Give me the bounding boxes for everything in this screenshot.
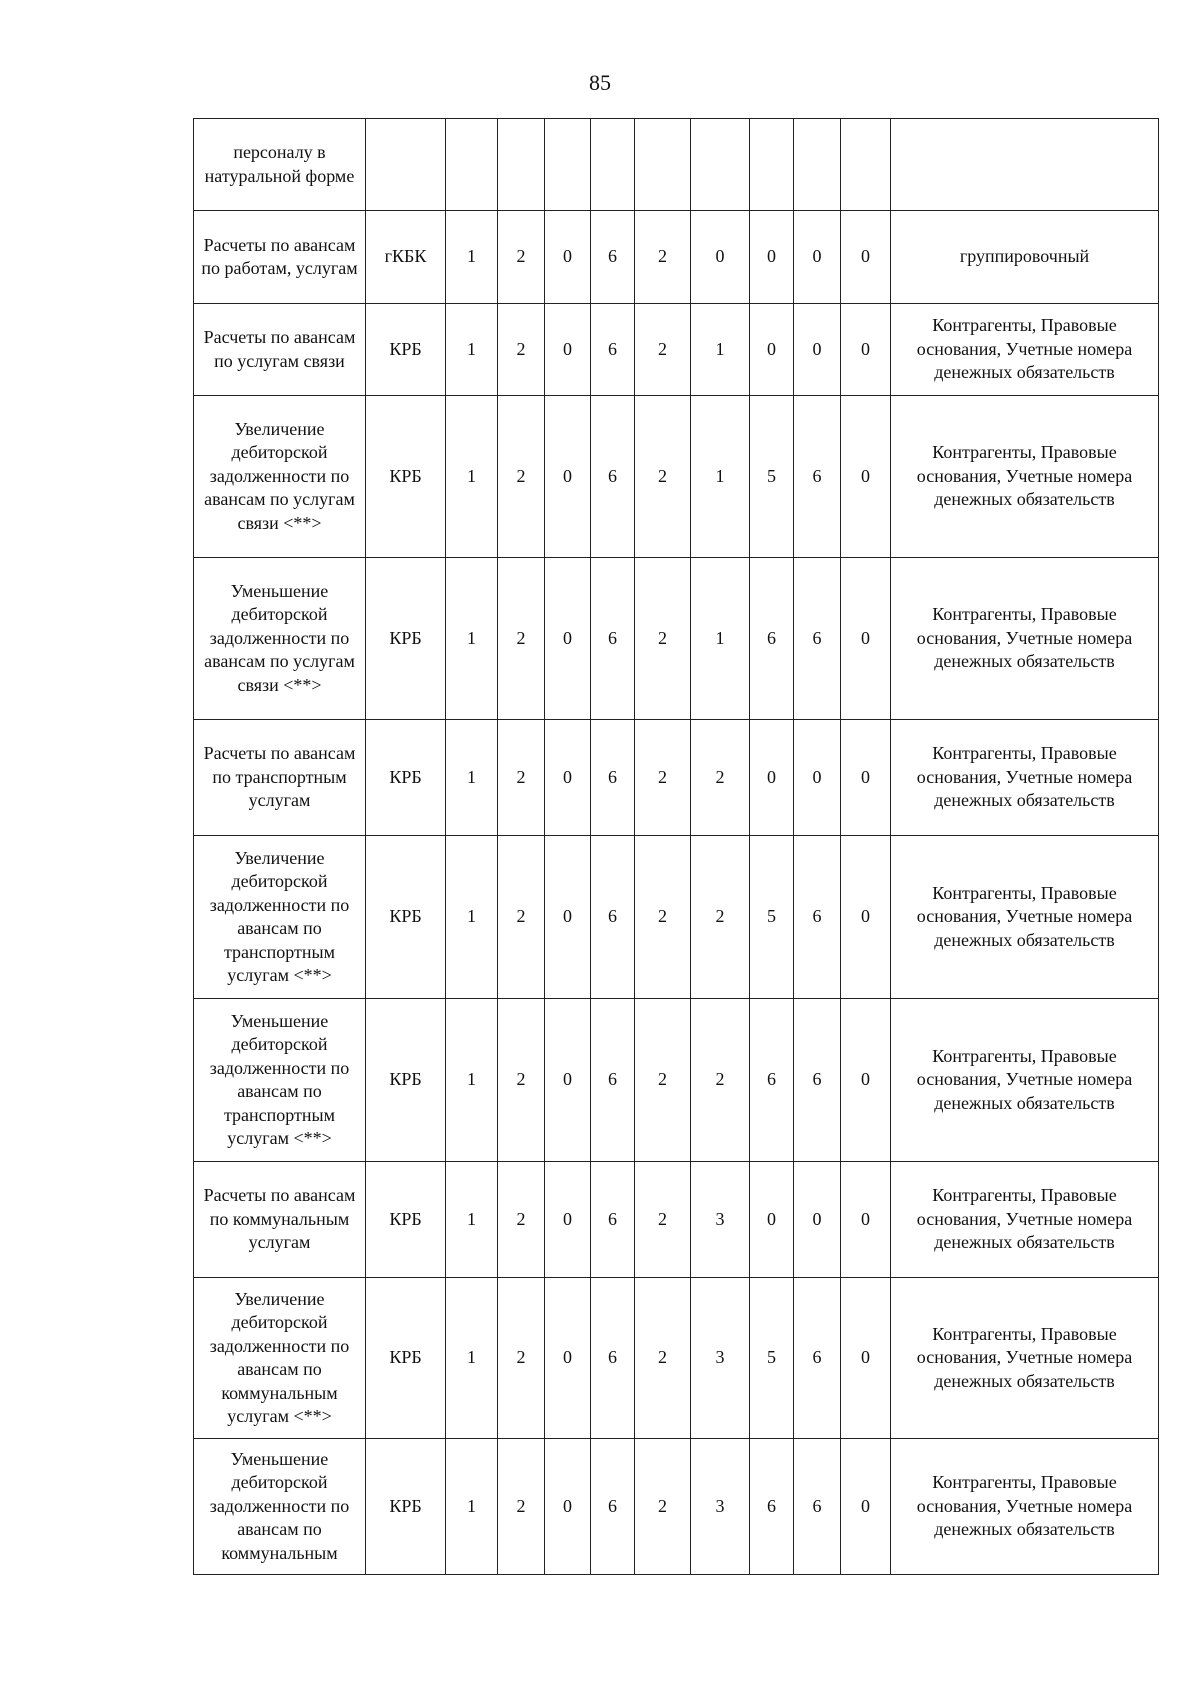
account-name-cell: персоналу в натуральной форме	[194, 119, 366, 211]
digit-cell: 6	[591, 211, 635, 304]
table-row	[194, 396, 1159, 558]
digit-cell: 1	[691, 304, 750, 396]
code-type-cell: КРБ	[366, 558, 446, 720]
digit-cell: 2	[635, 211, 691, 304]
code-type-cell: КРБ	[366, 1439, 446, 1575]
table-row	[194, 1439, 1159, 1575]
digit-cell: 1	[446, 211, 498, 304]
digit-cell: 0	[545, 999, 591, 1162]
digit-cell: 0	[750, 720, 794, 836]
digit-cell: 5	[750, 1278, 794, 1439]
digit-cell: 2	[635, 304, 691, 396]
digit-cell: 2	[635, 1439, 691, 1575]
table-row	[194, 836, 1159, 999]
digit-cell: 0	[545, 558, 591, 720]
digit-cell: 6	[591, 720, 635, 836]
digit-cell: 0	[841, 396, 891, 558]
digit-cell: 3	[691, 1439, 750, 1575]
digit-cell: 1	[446, 558, 498, 720]
table-row	[194, 1278, 1159, 1439]
digit-cell: 2	[635, 558, 691, 720]
digit-cell: 2	[498, 1278, 545, 1439]
code-type-cell: КРБ	[366, 304, 446, 396]
digit-cell: 0	[545, 396, 591, 558]
code-type-cell: КРБ	[366, 396, 446, 558]
digit-cell: 0	[794, 211, 841, 304]
analytics-cell: Контрагенты, Правовые основания, Учетные номера денежных обязательств	[891, 1278, 1159, 1439]
digit-cell: 0	[841, 836, 891, 999]
table-row	[194, 1162, 1159, 1278]
digit-cell: 0	[794, 720, 841, 836]
digit-cell: 2	[635, 1162, 691, 1278]
digit-cell: 2	[498, 396, 545, 558]
digit-cell: 2	[498, 1162, 545, 1278]
table-row	[194, 999, 1159, 1162]
digit-cell: 2	[635, 720, 691, 836]
digit-cell: 6	[794, 558, 841, 720]
code-type-cell: КРБ	[366, 836, 446, 999]
digit-cell: 5	[750, 836, 794, 999]
digit-cell: 6	[750, 558, 794, 720]
digit-cell	[545, 119, 591, 211]
digit-cell: 2	[691, 720, 750, 836]
account-name-cell: Увеличение дебиторской задолженности по авансам по услугам связи <**>	[194, 396, 366, 558]
digit-cell: 1	[446, 999, 498, 1162]
digit-cell: 1	[446, 1439, 498, 1575]
table-row	[194, 720, 1159, 836]
digit-cell	[635, 119, 691, 211]
digit-cell	[691, 119, 750, 211]
digit-cell	[794, 119, 841, 211]
digit-cell: 0	[841, 211, 891, 304]
digit-cell: 2	[691, 999, 750, 1162]
analytics-cell: Контрагенты, Правовые основания, Учетные номера денежных обязательств	[891, 396, 1159, 558]
digit-cell: 0	[750, 211, 794, 304]
account-name-cell: Уменьшение дебиторской задолженности по авансам по услугам связи <**>	[194, 558, 366, 720]
digit-cell: 6	[591, 304, 635, 396]
digit-cell: 6	[794, 999, 841, 1162]
page-number: 85	[589, 70, 611, 95]
table-row	[194, 211, 1159, 304]
digit-cell: 2	[498, 558, 545, 720]
digit-cell: 6	[750, 999, 794, 1162]
digit-cell: 6	[794, 1439, 841, 1575]
digit-cell: 0	[794, 1162, 841, 1278]
table-row	[194, 558, 1159, 720]
digit-cell: 6	[591, 999, 635, 1162]
table-row	[194, 119, 1159, 211]
digit-cell: 0	[841, 1278, 891, 1439]
digit-cell: 6	[750, 1439, 794, 1575]
code-type-cell: гКБК	[366, 211, 446, 304]
digit-cell: 1	[446, 396, 498, 558]
digit-cell: 0	[545, 1278, 591, 1439]
digit-cell	[750, 119, 794, 211]
digit-cell: 2	[498, 1439, 545, 1575]
account-name-cell: Увеличение дебиторской задолженности по авансам по транспортным услугам <**>	[194, 836, 366, 999]
account-name-cell: Расчеты по авансам по услугам связи	[194, 304, 366, 396]
digit-cell: 0	[545, 304, 591, 396]
code-type-cell: КРБ	[366, 1278, 446, 1439]
analytics-cell: Контрагенты, Правовые основания, Учетные номера денежных обязательств	[891, 999, 1159, 1162]
digit-cell	[841, 119, 891, 211]
digit-cell: 6	[591, 1278, 635, 1439]
digit-cell: 1	[691, 558, 750, 720]
digit-cell: 0	[691, 211, 750, 304]
digit-cell: 0	[841, 999, 891, 1162]
digit-cell: 0	[841, 1439, 891, 1575]
digit-cell: 2	[691, 836, 750, 999]
digit-cell: 6	[591, 836, 635, 999]
analytics-cell: Контрагенты, Правовые основания, Учетные номера денежных обязательств	[891, 304, 1159, 396]
digit-cell: 1	[691, 396, 750, 558]
digit-cell: 2	[635, 836, 691, 999]
analytics-cell	[891, 119, 1159, 211]
digit-cell: 1	[446, 720, 498, 836]
account-name-cell: Расчеты по авансам по коммунальным услугам	[194, 1162, 366, 1278]
code-type-cell: КРБ	[366, 999, 446, 1162]
analytics-cell: Контрагенты, Правовые основания, Учетные номера денежных обязательств	[891, 1439, 1159, 1575]
digit-cell: 0	[545, 1439, 591, 1575]
account-name-cell: Уменьшение дебиторской задолженности по авансам по коммунальным	[194, 1439, 366, 1575]
analytics-cell: Контрагенты, Правовые основания, Учетные номера денежных обязательств	[891, 720, 1159, 836]
digit-cell	[446, 119, 498, 211]
account-name-cell: Расчеты по авансам по работам, услугам	[194, 211, 366, 304]
digit-cell: 0	[750, 304, 794, 396]
digit-cell: 0	[545, 211, 591, 304]
digit-cell: 0	[841, 304, 891, 396]
digit-cell: 3	[691, 1162, 750, 1278]
digit-cell: 0	[545, 1162, 591, 1278]
digit-cell: 0	[794, 304, 841, 396]
code-type-cell: КРБ	[366, 1162, 446, 1278]
digit-cell: 2	[635, 396, 691, 558]
digit-cell	[498, 119, 545, 211]
digit-cell: 1	[446, 1162, 498, 1278]
account-name-cell: Расчеты по авансам по транспортным услугам	[194, 720, 366, 836]
digit-cell	[591, 119, 635, 211]
digit-cell: 6	[794, 836, 841, 999]
digit-cell: 6	[591, 396, 635, 558]
analytics-cell: Контрагенты, Правовые основания, Учетные номера денежных обязательств	[891, 836, 1159, 999]
table-row	[194, 304, 1159, 396]
analytics-cell: группировочный	[891, 211, 1159, 304]
digit-cell: 2	[498, 999, 545, 1162]
digit-cell: 6	[591, 558, 635, 720]
digit-cell: 0	[841, 720, 891, 836]
analytics-cell: Контрагенты, Правовые основания, Учетные номера денежных обязательств	[891, 558, 1159, 720]
digit-cell: 2	[498, 304, 545, 396]
digit-cell: 1	[446, 836, 498, 999]
digit-cell: 2	[498, 720, 545, 836]
analytics-cell: Контрагенты, Правовые основания, Учетные номера денежных обязательств	[891, 1162, 1159, 1278]
code-type-cell	[366, 119, 446, 211]
digit-cell: 0	[545, 720, 591, 836]
digit-cell: 2	[635, 999, 691, 1162]
account-name-cell: Увеличение дебиторской задолженности по авансам по коммунальным услугам <**>	[194, 1278, 366, 1439]
digit-cell: 0	[750, 1162, 794, 1278]
digit-cell: 0	[545, 836, 591, 999]
digit-cell: 6	[591, 1162, 635, 1278]
digit-cell: 6	[794, 396, 841, 558]
code-type-cell: КРБ	[366, 720, 446, 836]
account-name-cell: Уменьшение дебиторской задолженности по авансам по транспортным услугам <**>	[194, 999, 366, 1162]
digit-cell: 2	[498, 211, 545, 304]
digit-cell: 2	[635, 1278, 691, 1439]
digit-cell: 2	[498, 836, 545, 999]
digit-cell: 1	[446, 304, 498, 396]
digit-cell: 0	[841, 558, 891, 720]
digit-cell: 1	[446, 1278, 498, 1439]
digit-cell: 6	[591, 1439, 635, 1575]
digit-cell: 6	[794, 1278, 841, 1439]
digit-cell: 0	[841, 1162, 891, 1278]
digit-cell: 5	[750, 396, 794, 558]
digit-cell: 3	[691, 1278, 750, 1439]
accounts-table	[193, 118, 1159, 1575]
